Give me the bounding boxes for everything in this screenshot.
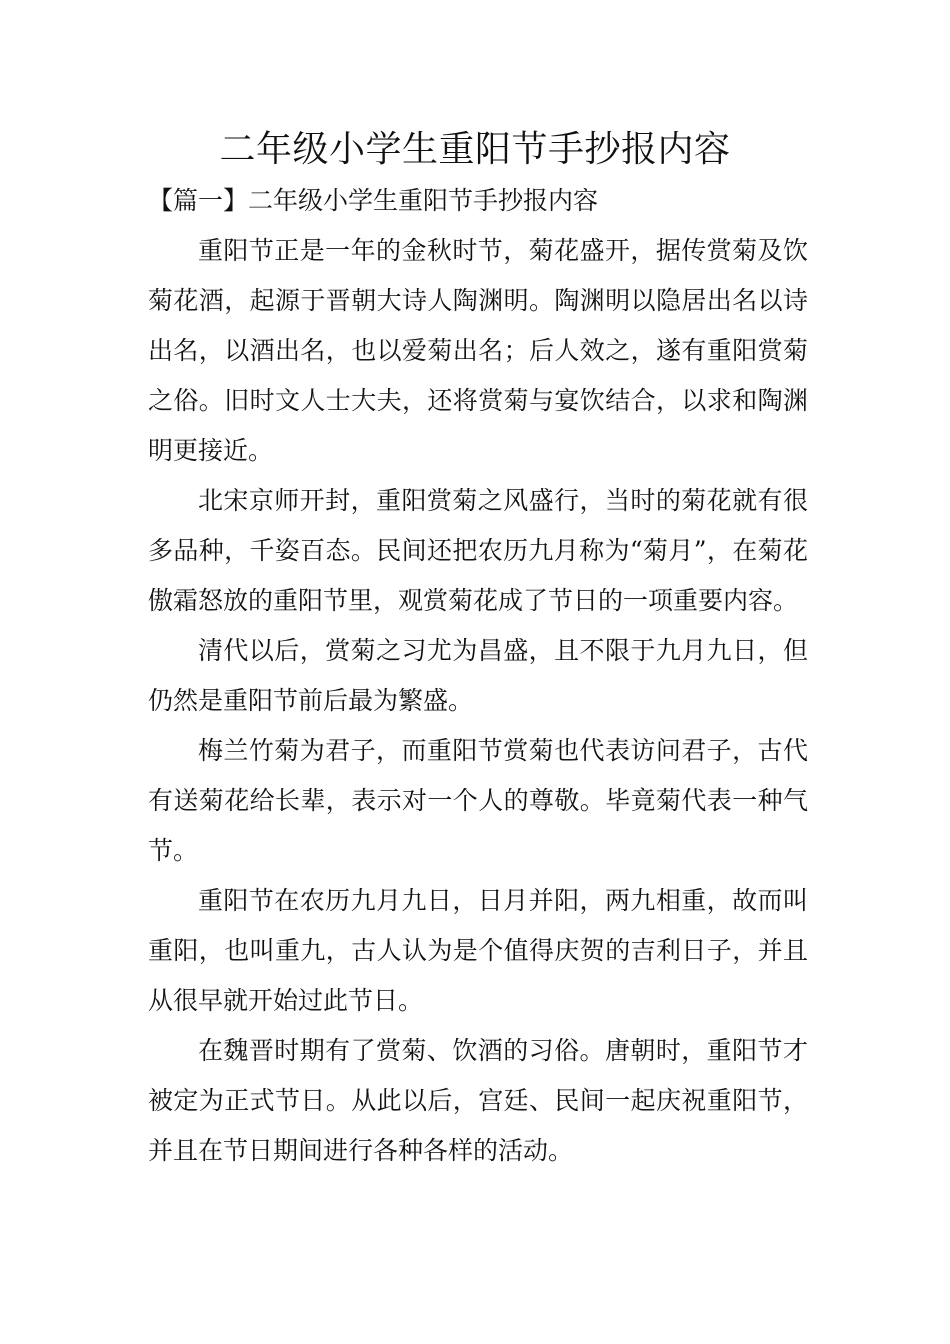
paragraph-qing-dynasty: 清代以后，赏菊之习尤为昌盛，且不限于九月九日，但仍然是重阳节前后最为繁盛。 (148, 636, 808, 715)
paragraph-chrysanthemum-viewing: 重阳节正是一年的金秋时节，菊花盛开，据传赏菊及饮菊花酒，起源于晋朝大诗人陶渊明。陶渊明以隐居出名以诗出名，以酒出名，也以爱菊出名；后人效之，遂有重阳赏菊之俗。旧时文人士大夫，还将赏菊与宴饮结合，以求和陶渊明更接近。 (148, 236, 808, 465)
paragraph-northern-song: 北宋京师开封，重阳赏菊之风盛行，当时的菊花就有很多品种，千姿百态。民间还把农历九月称为“菊月”，在菊花傲霜怒放的重阳节里，观赏菊花成了节日的一项重要内容。 (148, 486, 808, 615)
document-title: 二年级小学生重阳节手抄报内容 (219, 129, 731, 170)
paragraph-double-ninth-origin: 重阳节在农历九月九日，日月并阳，两九相重，故而叫重阳，也叫重九，古人认为是个值得庆贺的吉利日子，并且从很早就开始过此节日。 (148, 886, 808, 1015)
section-heading: 【篇一】二年级小学生重阳节手抄报内容 (148, 186, 599, 215)
document-body (148, 226, 808, 1176)
paragraph-four-gentlemen: 梅兰竹菊为君子，而重阳节赏菊也代表访问君子，古代有送菊花给长辈，表示对一个人的尊敬。毕竟菊代表一种气节。 (148, 736, 808, 865)
paragraph-wei-jin-tang: 在魏晋时期有了赏菊、饮酒的习俗。唐朝时，重阳节才被定为正式节日。从此以后，宫廷、民间一起庆祝重阳节，并且在节日期间进行各种各样的活动。 (148, 1036, 808, 1165)
